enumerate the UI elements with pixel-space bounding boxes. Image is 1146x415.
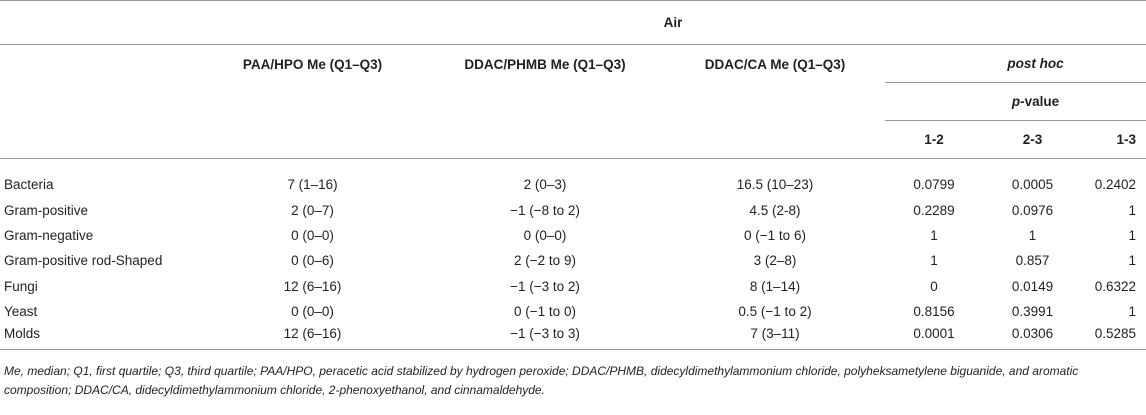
cell-paa: 12 (6–16)	[283, 278, 342, 294]
header-paa: PAA/HPO Me (Q1–Q3)	[200, 45, 425, 159]
cell-paa: 0 (0–0)	[291, 304, 334, 320]
table-row	[0, 223, 1146, 248]
cell-p13: 0.6322	[1094, 278, 1136, 294]
header-1-3: 1-3	[1060, 121, 1146, 159]
table-row	[0, 172, 1146, 197]
data-table-body	[0, 172, 1146, 350]
row-label: Gram-positive	[4, 202, 89, 218]
header-pvalue	[885, 83, 1146, 121]
table-row	[0, 248, 1146, 273]
row-label: Gram-negative	[4, 227, 94, 243]
cell-p23: 1	[1028, 227, 1037, 243]
table-row	[0, 197, 1146, 222]
cell-p13: 0.2402	[1094, 177, 1136, 193]
cell-p23: 0.0149	[1011, 278, 1054, 294]
cell-p12: 0.2289	[913, 202, 955, 218]
header-ca: DDAC/CA Me (Q1–Q3)	[665, 45, 885, 159]
cell-p12: 1	[930, 253, 938, 269]
cell-phmb: 2 (0–3)	[523, 177, 567, 193]
data-table	[0, 0, 1146, 159]
cell-ca: 0 (−1 to 6)	[744, 227, 806, 243]
cell-phmb: −1 (−3 to 2)	[510, 278, 580, 294]
table-footnote: Me, median; Q1, first quartile; Q3, third quartile; PAA/HPO, peracetic acid stabilized by hydrogen peroxide; DDAC/PHMB, didecyldimethylammonium chloride, polyheksametylene biguanide, and aromatic composition; DDAC/CA, didecyldimethylammonium chloride, 2-phenoxyethanol, and cinnamaldehyde.	[4, 364, 1079, 397]
cell-paa: 0 (0–0)	[291, 227, 334, 243]
cell-paa: 12 (6–16)	[200, 324, 425, 349]
cell-p23: 0.3991	[1011, 304, 1054, 320]
cell-phmb: −1 (−8 to 2)	[510, 202, 580, 218]
header-pvalue-suffix: -value	[1020, 94, 1060, 109]
cell-phmb: 0 (0–0)	[523, 227, 567, 243]
cell-paa: 2 (0–7)	[291, 202, 334, 218]
row-label: Bacteria	[4, 177, 54, 193]
cell-p13: 1	[1128, 202, 1136, 218]
cell-p23: 0.0005	[1011, 177, 1054, 193]
row-label: Molds	[0, 324, 200, 349]
title-row	[0, 1, 1146, 45]
cell-p13: 1	[1128, 227, 1136, 243]
header-phmb: DDAC/PHMB Me (Q1–Q3)	[425, 45, 665, 159]
header-pvalue-p: p	[1011, 94, 1021, 109]
cell-paa: 7 (1–16)	[287, 177, 338, 193]
table-row	[0, 299, 1146, 324]
cell-p13: 1	[1128, 304, 1136, 320]
row-label: Yeast	[4, 304, 38, 320]
cell-p23: 0.857	[1015, 253, 1050, 269]
cell-phmb: −1 (−3 to 3)	[425, 324, 665, 349]
cell-ca: 8 (1–14)	[749, 278, 801, 294]
header-1-2: 1-2	[885, 121, 975, 159]
table-title: Air	[200, 1, 1146, 45]
cell-p13: 0.5285	[1060, 324, 1146, 349]
cell-ca: 7 (3–11)	[665, 324, 885, 349]
cell-p12: 0.0799	[913, 177, 955, 193]
cell-phmb: 0 (−1 to 0)	[514, 304, 576, 320]
table-row	[0, 274, 1146, 299]
cell-phmb: 2 (−2 to 9)	[514, 253, 576, 269]
header-2-3: 2-3	[975, 121, 1060, 159]
header-row-1	[0, 45, 1146, 83]
cell-p23: 0.0306	[975, 324, 1060, 349]
cell-p13: 1	[1128, 253, 1136, 269]
cell-p23: 0.0976	[1011, 202, 1054, 218]
cell-p12: 0	[930, 278, 938, 294]
table-row	[0, 324, 1146, 349]
row-label: Gram-positive rod-Shaped	[4, 253, 163, 269]
cell-ca: 16.5 (10–23)	[736, 177, 814, 193]
cell-p12: 0.0001	[885, 324, 975, 349]
cell-ca: 3 (2–8)	[753, 253, 797, 269]
header-posthoc: post hoc	[885, 45, 1146, 83]
row-label: Fungi	[4, 278, 38, 294]
cell-ca: 0.5 (−1 to 2)	[738, 304, 812, 320]
cell-ca: 4.5 (2-8)	[749, 202, 801, 218]
cell-paa: 0 (0–6)	[291, 253, 334, 269]
cell-p12: 1	[930, 227, 938, 243]
cell-p12: 0.8156	[913, 304, 955, 320]
